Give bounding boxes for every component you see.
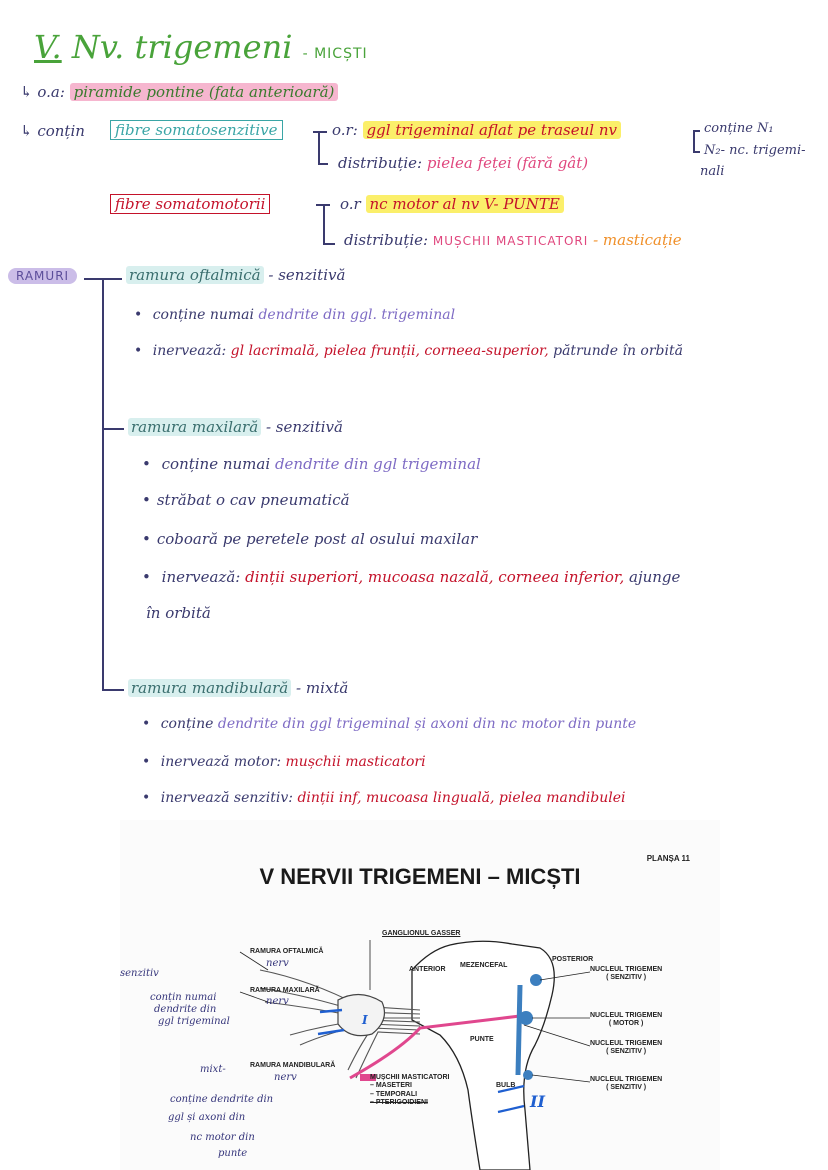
mandibulara-type: - mixtă — [296, 679, 349, 697]
bracket-side-v — [693, 130, 695, 152]
somsens-or-prefix: o.r: — [332, 121, 358, 139]
label-nucleus-2 — [590, 1012, 662, 1029]
diagram-plate — [120, 820, 720, 1170]
somsens-dist-prefix: distribuție: — [338, 154, 423, 172]
oftalmica-type: - senzitivă — [268, 266, 346, 284]
ramuri-trunk — [102, 278, 104, 690]
mandibulara-b3-text: dinții inf, mucoasa linguală, pielea mandibulei — [297, 790, 626, 806]
nucleus-senzitiv-bulb — [523, 1070, 533, 1080]
bracket-somsens-v — [318, 131, 320, 164]
note-max-3: ggl trigeminal — [158, 1016, 230, 1027]
somsens-dist — [338, 154, 588, 172]
label-nucleus-1 — [590, 966, 662, 983]
note-nerv-2: nerv — [266, 996, 289, 1007]
side-note-2: N₂- nc. trigemi- — [704, 143, 806, 158]
side-note-1: conține N₁ — [704, 121, 774, 136]
label-punte: PUNTE — [470, 1036, 494, 1043]
plate-title: V NERVII TRIGEMENI – MICȘTI — [259, 864, 581, 889]
note-mand-4: punte — [218, 1148, 248, 1159]
maxilara-type: - senzitivă — [265, 418, 343, 436]
sommot-or-text: nc motor al nv V- PUNTE — [366, 195, 564, 213]
label-anterior: ANTERIOR — [409, 966, 446, 973]
muschi-1: – MASETERI — [370, 1082, 413, 1090]
somsens-or-text: ggl trigeminal aflat pe traseul nv — [363, 121, 621, 139]
note-mand-3: nc motor din — [190, 1132, 255, 1143]
sommot-dist — [344, 231, 682, 249]
label-ramura-oftalmica: RAMURA OFTALMICĂ — [250, 948, 324, 955]
nucleus-1-name: NUCLEUL TRIGEMEN — [590, 966, 663, 973]
mandibulara-b3-prefix: inervează senzitiv: — [160, 790, 293, 806]
label-posterior: POSTERIOR — [552, 956, 594, 963]
muschi-title: MUȘCHII MASTICATORI — [370, 1074, 450, 1081]
title-numeral: V. — [34, 28, 62, 66]
somatomotor-box: fibre somatomotorii — [110, 194, 270, 214]
label-ganglion: GANGLIONUL GASSER — [382, 930, 461, 937]
label-muschi — [370, 1074, 449, 1108]
nucleus-column — [518, 985, 520, 1075]
bracket-side-bot — [693, 151, 700, 153]
maxilara-bullet-3: • coboară pe peretele post al osului maxilar — [142, 530, 477, 548]
bracket-side-top — [693, 130, 700, 132]
sommot-or-prefix: o.r — [340, 195, 361, 213]
oftalmica-bullet-2 — [134, 343, 683, 359]
maxilara-b1-text: dendrite din ggl trigeminal — [274, 455, 481, 473]
ramuri-label: RAMURI — [8, 268, 77, 284]
somsens-or — [332, 121, 621, 139]
note-mand-2: ggl și axoni din — [168, 1112, 246, 1123]
oftalmica-b2-text: gl lacrimală, pielea frunții, corneea-superior, — [230, 343, 549, 359]
branch-maxilara — [128, 418, 343, 436]
maxilara-bullet-1 — [142, 455, 481, 473]
bracket-sommot-bot — [323, 243, 335, 245]
ramuri-stub-max — [102, 428, 124, 430]
mandibulara-bullet-3 — [142, 790, 626, 806]
oftalmica-b2-prefix: inervează: — [152, 343, 227, 359]
mandibulara-name: ramura mandibulară — [128, 679, 291, 697]
label-bulb: BULB — [496, 1082, 516, 1089]
page-title — [34, 28, 368, 66]
maxilara-name: ramura maxilară — [128, 418, 261, 436]
maxilara-b4-text: dinții superiori, mucoasa nazală, corneea inferior, — [245, 568, 625, 586]
somatosensory-box: fibre somatosenzitive — [110, 120, 283, 140]
maxilara-b4-cont: în orbită — [146, 604, 211, 622]
label-nucleus-3 — [590, 1040, 662, 1057]
label-ramura-maxilara: RAMURA MAXILARĂ — [250, 987, 320, 994]
nucleus-3-name: NUCLEUL TRIGEMEN — [590, 1040, 663, 1047]
nucleus-4-type: ( SENZITIV ) — [606, 1084, 647, 1092]
maxilara-b4-prefix: inervează: — [161, 568, 241, 586]
note-max-2: dendrite din — [154, 1004, 217, 1015]
note-senzitiv: senzitiv — [120, 968, 159, 979]
label-ramura-mandibulara: RAMURA MANDIBULARĂ — [250, 1062, 336, 1069]
mandibulara-b2-text: mușchii masticatori — [285, 754, 426, 770]
mandibulara-bullet-2 — [142, 754, 426, 770]
bracket-somsens-bot — [318, 163, 328, 165]
mandibulara-b2-prefix: inervează motor: — [160, 754, 282, 770]
sommot-dist-prefix: distribuție: — [344, 231, 429, 249]
muschi-3: – PTERIGOIDIENI — [370, 1099, 428, 1107]
maxilara-bullet-2: • străbat o cav pneumatică — [142, 491, 350, 509]
nucleus-2-type: ( MOTOR ) — [608, 1020, 644, 1028]
label-nucleus-4 — [590, 1076, 662, 1093]
note-nerv-1: nerv — [266, 958, 289, 969]
mandibulara-bullet-1 — [142, 716, 636, 732]
bracket-sommot-top — [316, 204, 330, 206]
note-mand-1: conține dendrite din — [170, 1094, 274, 1105]
plate-number: PLANȘA 11 — [646, 854, 690, 863]
title-main: Nv. trigemeni — [71, 28, 293, 66]
note-mixt: mixt- — [200, 1064, 226, 1075]
ramuri-connector — [84, 278, 102, 280]
bracket-sommot-v — [323, 204, 325, 244]
maxilara-b1-prefix: conține numai — [161, 455, 271, 473]
maxilara-bullet-4 — [142, 568, 680, 586]
oftalmica-bullet-1 — [134, 307, 455, 323]
nucleus-3-type: ( SENZITIV ) — [606, 1048, 647, 1056]
sommot-or — [340, 195, 564, 213]
mark-roman-1: I — [362, 1013, 368, 1027]
oftalmica-b1-text: dendrite din ggl. trigeminal — [258, 307, 456, 323]
origin-text: piramide pontine (fata anterioară) — [70, 83, 339, 101]
ramuri-stub-mand — [102, 689, 124, 691]
oftalmica-b1-prefix: conține numai — [152, 307, 254, 323]
side-note-3: nali — [700, 164, 725, 179]
ramuri-stub-oft — [102, 278, 122, 280]
oftalmica-b2-extra: pătrunde în orbită — [553, 343, 683, 359]
bracket-somsens-top — [313, 131, 327, 133]
mandibulara-b1-prefix: conține — [160, 716, 214, 732]
muschi-2: – TEMPORALI — [370, 1090, 418, 1098]
mandibulara-b1-text: dendrite din ggl trigeminal și axoni din nc motor din punte — [217, 716, 637, 732]
origin-line — [20, 83, 338, 101]
sommot-dist-text: MUȘCHII MASTICATORI — [432, 234, 589, 248]
label-mezencefal: MEZENCEFAL — [460, 962, 508, 969]
origin-prefix: ↳ o.a: — [20, 83, 65, 101]
oftalmica-name: ramura oftalmică — [126, 266, 264, 284]
branch-oftalmica — [126, 266, 345, 284]
nucleus-2-name: NUCLEUL TRIGEMEN — [590, 1012, 663, 1019]
branch-mandibulara — [128, 679, 348, 697]
maxilara-b4-extra: ajunge — [629, 568, 681, 586]
sommot-dist-extra: - masticație — [593, 231, 682, 249]
somsens-dist-text: pielea feței (fără gât) — [426, 154, 589, 172]
mark-roman-2: II — [530, 1092, 545, 1111]
note-nerv-3: nerv — [274, 1072, 297, 1083]
title-suffix: - MICȘTI — [302, 46, 368, 62]
nucleus-4-name: NUCLEUL TRIGEMEN — [590, 1076, 663, 1083]
note-max-1: conțin numai — [150, 992, 217, 1003]
contains-prefix: ↳ conțin — [20, 122, 85, 140]
nucleus-1-type: ( SENZITIV ) — [606, 974, 647, 982]
